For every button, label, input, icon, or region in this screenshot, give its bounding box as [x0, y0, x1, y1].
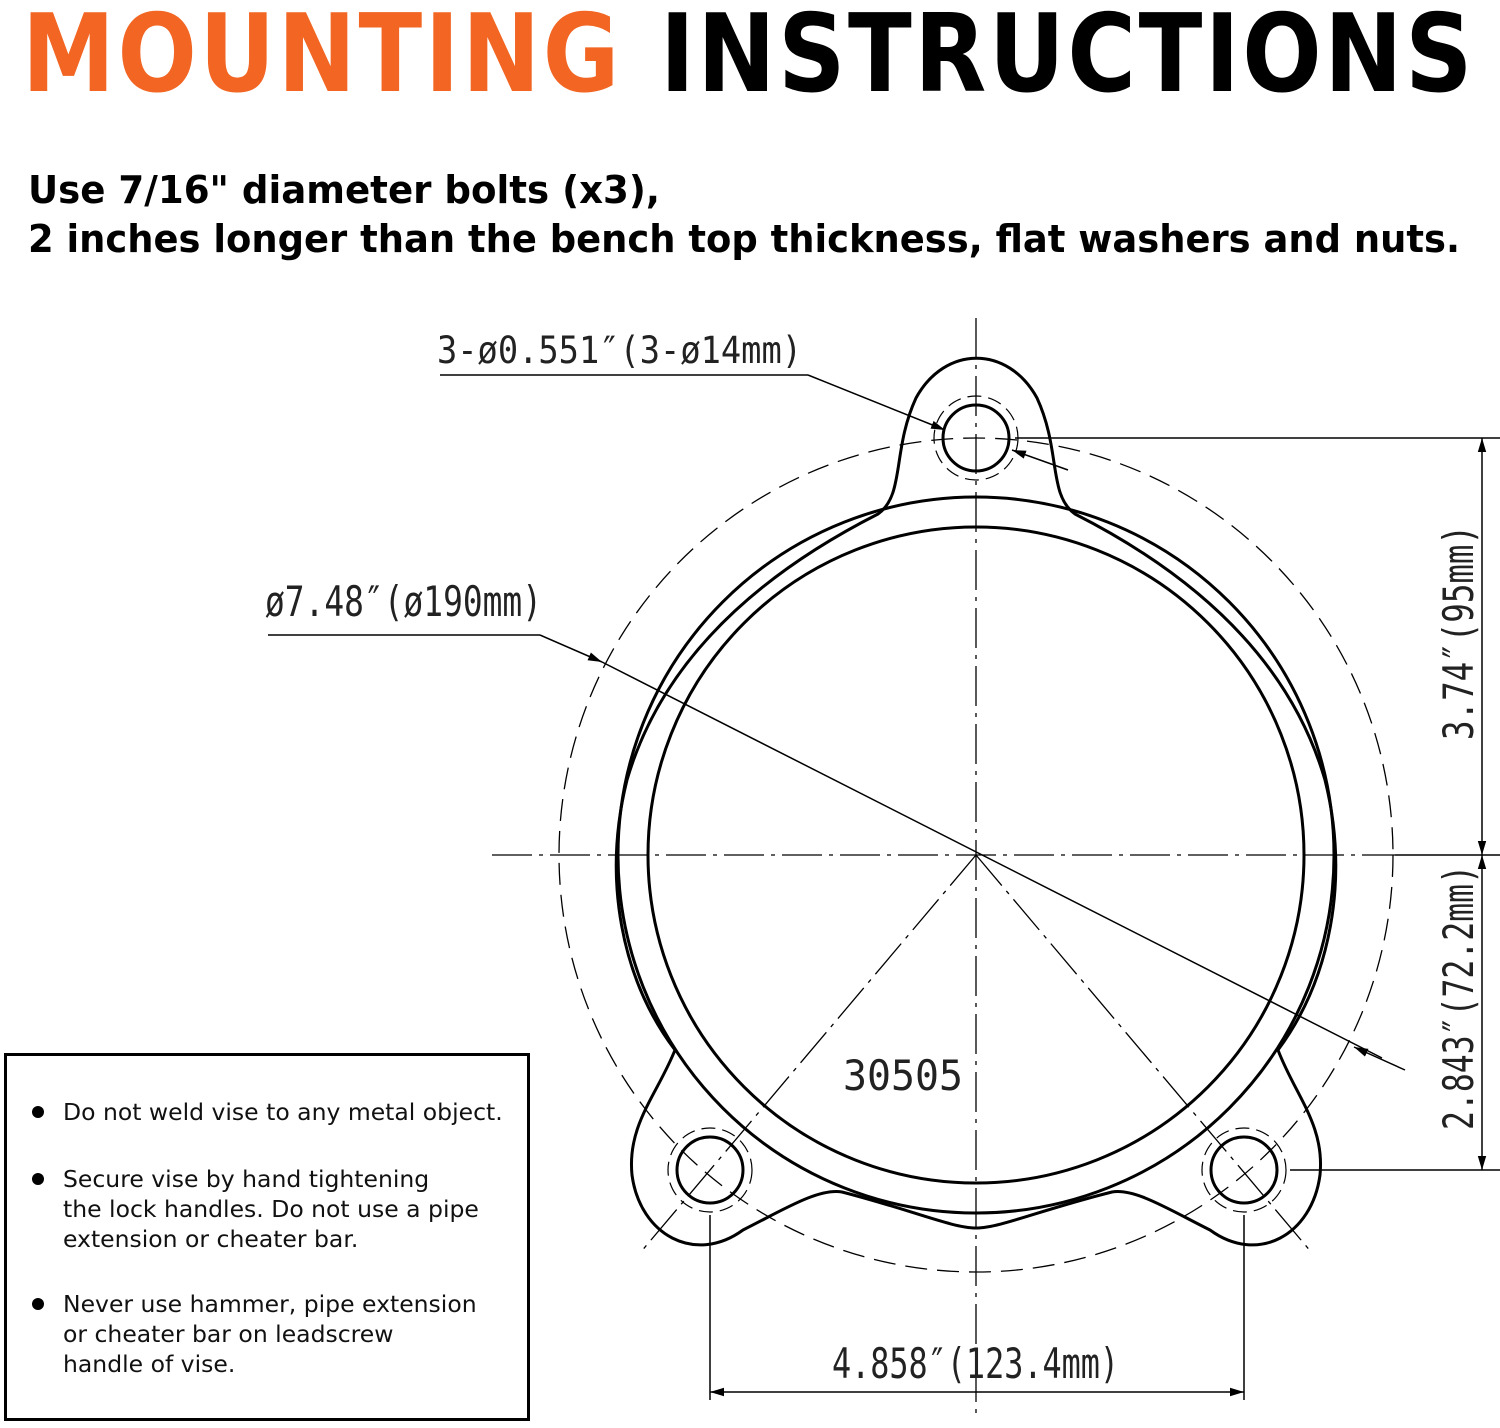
center-line-lower-right — [976, 855, 1312, 1253]
bullet-icon — [32, 1298, 44, 1310]
bolt-hole-right — [1202, 1128, 1286, 1212]
hole-diameter-label: 3-ø0.551″(3-ø14mm) — [437, 329, 802, 372]
safety-note-text: Do not weld vise to any metal object. — [63, 1098, 503, 1126]
safety-note-text: Never use hammer, pipe extension or cheater bar on leadscrew handle of vise. — [63, 1290, 477, 1378]
bullet-icon — [32, 1106, 44, 1118]
bolt-requirements-line-1: Use 7/16" diameter bolts (x3), — [28, 168, 660, 212]
top-offset-label: 3.74″(95mm) — [1434, 461, 1483, 740]
hole-diameter-leader — [440, 375, 1068, 470]
bottom-offset-label: 2.843″(72.2mm) — [1434, 775, 1483, 1130]
title-mounting: MOUNTING — [22, 0, 622, 117]
safety-note-text: Secure vise by hand tightening the lock handles. Do not use a pipe extension or cheater bar. — [63, 1165, 479, 1253]
bullet-icon — [32, 1173, 44, 1185]
safety-note — [32, 1097, 503, 1127]
safety-notes-box — [4, 1053, 530, 1421]
center-lines — [492, 318, 1395, 1420]
bottom-spacing-label: 4.858″(123.4mm) — [832, 1339, 1119, 1388]
safety-note — [32, 1164, 479, 1254]
bolt-circle-label: ø7.48″(ø190mm) — [265, 577, 542, 626]
title-instructions: INSTRUCTIONS — [660, 0, 1475, 117]
bolt-circle-leader — [268, 635, 1405, 1070]
safety-note — [32, 1289, 477, 1379]
bolt-requirements-line-2: 2 inches longer than the bench top thickness, flat washers and nuts. — [28, 217, 1460, 261]
model-number: 30505 — [843, 1051, 963, 1100]
